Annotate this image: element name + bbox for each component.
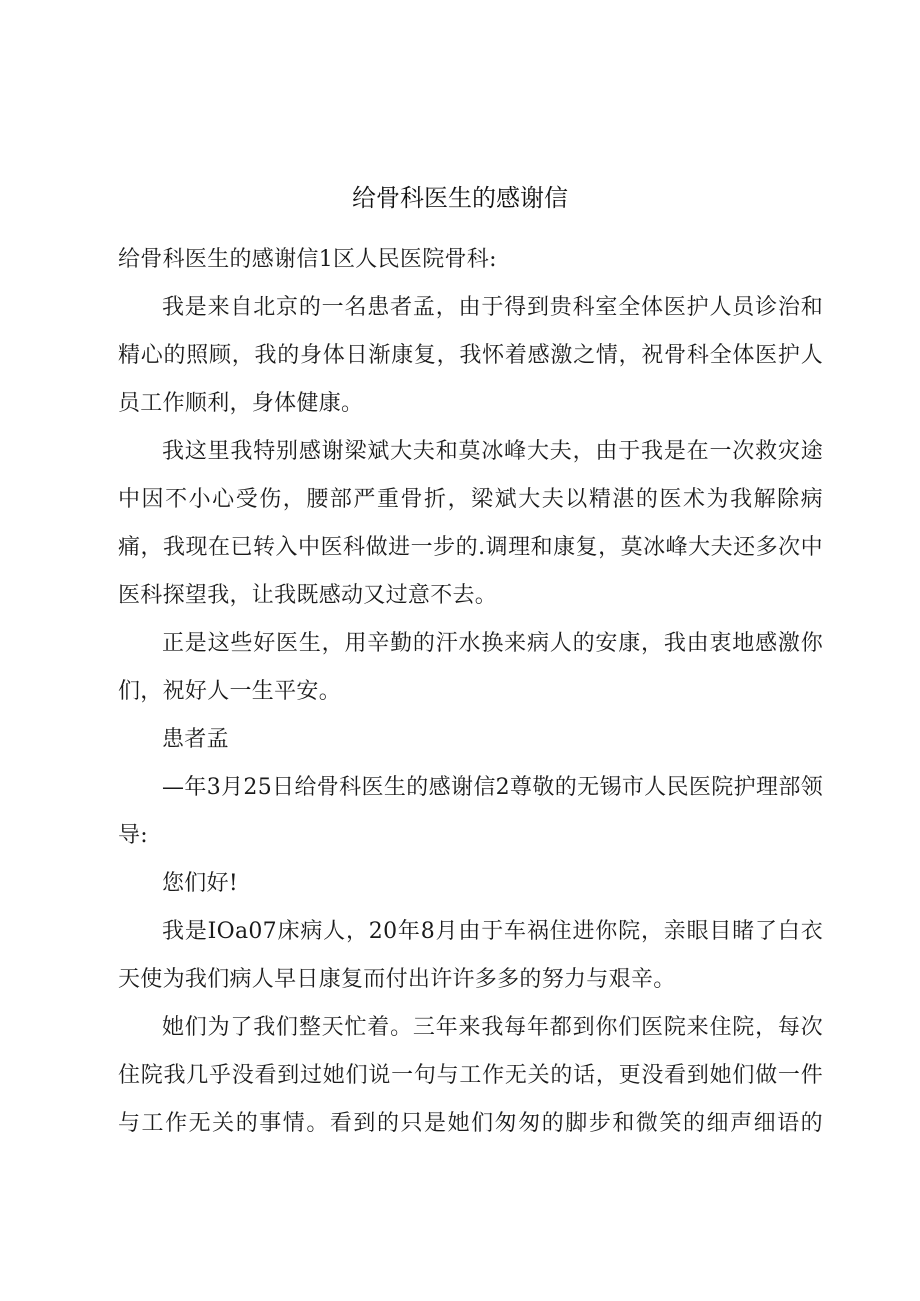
document-body [118,236,823,1148]
date-and-second-letter-heading: —年3月25日给骨科医生的感谢信2尊敬的无锡市人民医院护理部领导: [118,775,823,848]
greeting-line: 您们好! [162,871,239,896]
paragraph-2: 我这里我特别感谢梁斌大夫和莫冰峰大夫，由于我是在一次救灾途中因不小心受伤，腰部严重骨折，梁斌大夫以精湛的医术为我解除病痛，我现在已转入中医科做进一步的.调理和康复，莫冰峰大夫还多次中医科探望我，让我既感动又过意不去。 [118,439,823,608]
document-title: 给骨科医生的感谢信 [352,184,568,212]
signature-line: 患者孟 [162,727,229,752]
paragraph-5: 她们为了我们整天忙着。三年来我每年都到你们医院来住院，每次住院我几乎没看到过她们说一句与工作无关的话，更没看到她们做一件与工作无关的事情。看到的只是她们匆匆的脚步和微笑的细声细语的 [118,1015,823,1136]
paragraph-1: 我是来自北京的一名患者孟，由于得到贵科室全体医护人员诊治和精心的照顾，我的身体日渐康复，我怀着感激之情，祝骨科全体医护人员工作顺利，身体健康。 [118,295,823,416]
paragraph-3: 正是这些好医生，用辛勤的汗水换来病人的安康，我由衷地感激你们，祝好人一生平安。 [118,631,823,704]
salutation-line: 给骨科医生的感谢信1区人民医院骨科: [118,247,497,272]
paragraph-4: 我是IOa07床病人，20年8月由于车祸住进你院，亲眼目睹了白衣天使为我们病人早日康复而付出许许多多的努力与艰辛。 [118,919,823,992]
